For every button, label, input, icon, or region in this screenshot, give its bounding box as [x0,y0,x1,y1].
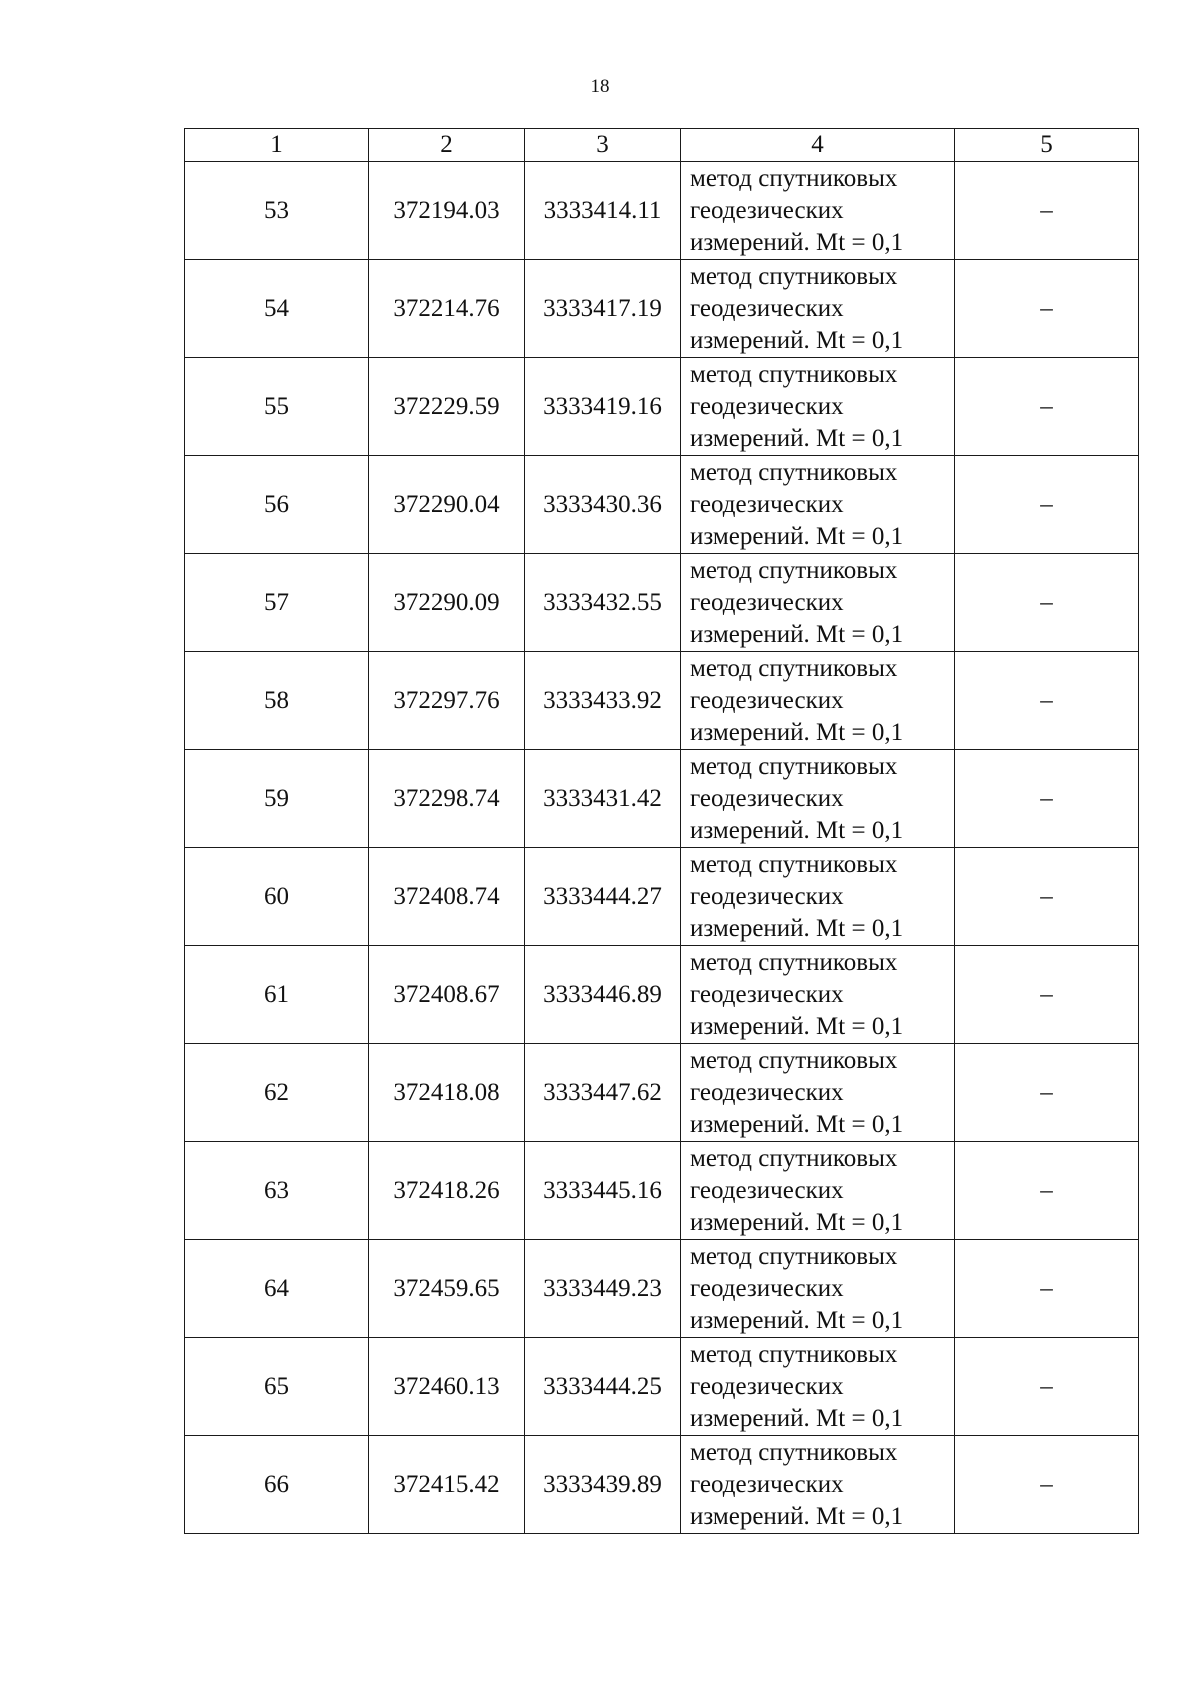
coord-y: 3333445.16 [525,1142,681,1240]
method-line: метод спутниковых [690,1242,898,1270]
point-number: 65 [185,1338,369,1436]
coord-x: 372459.65 [369,1240,525,1338]
method-line: геодезических [690,196,844,224]
method-cell [681,1044,955,1142]
method-line: геодезических [690,392,844,420]
coord-x: 372408.74 [369,848,525,946]
point-number: 56 [185,456,369,554]
method-line: геодезических [690,588,844,616]
header-col-1: 1 [185,129,369,162]
table-row [185,358,1139,456]
coord-x: 372418.08 [369,1044,525,1142]
method-line: геодезических [690,686,844,714]
method-cell [681,456,955,554]
coord-y: 3333447.62 [525,1044,681,1142]
note-cell: – [955,162,1139,260]
method-line: геодезических [690,294,844,322]
coord-y: 3333430.36 [525,456,681,554]
header-col-4: 4 [681,129,955,162]
page-number: 18 [590,76,610,97]
point-number: 55 [185,358,369,456]
method-line: измерений. Mt = 0,1 [690,326,904,354]
table-row [185,1142,1139,1240]
coord-y: 3333431.42 [525,750,681,848]
note-cell: – [955,1044,1139,1142]
method-line: метод спутниковых [690,1046,898,1074]
method-line: измерений. Mt = 0,1 [690,1012,904,1040]
table-row [185,456,1139,554]
point-number: 66 [185,1436,369,1534]
method-line: метод спутниковых [690,850,898,878]
method-line: измерений. Mt = 0,1 [690,228,904,256]
method-line: метод спутниковых [690,262,898,290]
note-cell: – [955,260,1139,358]
note-cell: – [955,554,1139,652]
method-line: метод спутниковых [690,752,898,780]
method-line: метод спутниковых [690,360,898,388]
method-line: метод спутниковых [690,1438,898,1466]
coord-y: 3333417.19 [525,260,681,358]
coord-y: 3333414.11 [525,162,681,260]
method-cell [681,1338,955,1436]
table-body [185,162,1139,1534]
method-line: метод спутниковых [690,948,898,976]
point-number: 61 [185,946,369,1044]
coord-x: 372214.76 [369,260,525,358]
method-line: измерений. Mt = 0,1 [690,816,904,844]
method-line: измерений. Mt = 0,1 [690,718,904,746]
method-line: измерений. Mt = 0,1 [690,1404,904,1432]
coord-y: 3333433.92 [525,652,681,750]
note-cell: – [955,1142,1139,1240]
coord-y: 3333432.55 [525,554,681,652]
method-line: измерений. Mt = 0,1 [690,522,904,550]
table-row [185,1338,1139,1436]
method-line: геодезических [690,1470,844,1498]
method-line: измерений. Mt = 0,1 [690,620,904,648]
coord-x: 372290.04 [369,456,525,554]
note-cell: – [955,946,1139,1044]
point-number: 59 [185,750,369,848]
method-cell [681,358,955,456]
method-cell [681,652,955,750]
table-row [185,750,1139,848]
table-row [185,554,1139,652]
coord-x: 372408.67 [369,946,525,1044]
method-line: метод спутниковых [690,1340,898,1368]
method-line: метод спутниковых [690,458,898,486]
table-row [185,848,1139,946]
table-row [185,1044,1139,1142]
method-line: измерений. Mt = 0,1 [690,1502,904,1530]
point-number: 62 [185,1044,369,1142]
header-row [185,129,1139,162]
method-cell [681,1240,955,1338]
coord-x: 372418.26 [369,1142,525,1240]
method-line: геодезических [690,980,844,1008]
table-row [185,162,1139,260]
coord-y: 3333449.23 [525,1240,681,1338]
method-cell [681,750,955,848]
table-row [185,260,1139,358]
method-line: геодезических [690,1274,844,1302]
method-line: метод спутниковых [690,654,898,682]
method-line: измерений. Mt = 0,1 [690,914,904,942]
method-line: измерений. Mt = 0,1 [690,1208,904,1236]
point-number: 57 [185,554,369,652]
method-line: геодезических [690,490,844,518]
method-line: геодезических [690,1078,844,1106]
coord-x: 372298.74 [369,750,525,848]
coord-x: 372229.59 [369,358,525,456]
point-number: 54 [185,260,369,358]
header-col-5: 5 [955,129,1139,162]
coord-x: 372297.76 [369,652,525,750]
method-line: геодезических [690,882,844,910]
coord-x: 372415.42 [369,1436,525,1534]
method-line: измерений. Mt = 0,1 [690,1306,904,1334]
method-line: метод спутниковых [690,556,898,584]
coord-y: 3333444.27 [525,848,681,946]
method-line: метод спутниковых [690,164,898,192]
method-line: геодезических [690,784,844,812]
method-line: геодезических [690,1176,844,1204]
note-cell: – [955,358,1139,456]
coord-x: 372460.13 [369,1338,525,1436]
point-number: 63 [185,1142,369,1240]
method-cell [681,946,955,1044]
header-col-2: 2 [369,129,525,162]
method-line: метод спутниковых [690,1144,898,1172]
coord-y: 3333439.89 [525,1436,681,1534]
table-row [185,946,1139,1044]
method-cell [681,554,955,652]
coord-y: 3333446.89 [525,946,681,1044]
method-line: измерений. Mt = 0,1 [690,1110,904,1138]
coordinates-table [184,128,1139,1534]
point-number: 58 [185,652,369,750]
table-row [185,1436,1139,1534]
method-cell [681,1142,955,1240]
table-row [185,1240,1139,1338]
method-cell [681,260,955,358]
note-cell: – [955,456,1139,554]
method-cell [681,848,955,946]
note-cell: – [955,750,1139,848]
point-number: 64 [185,1240,369,1338]
note-cell: – [955,1240,1139,1338]
table-row [185,652,1139,750]
method-cell [681,162,955,260]
point-number: 53 [185,162,369,260]
note-cell: – [955,1436,1139,1534]
note-cell: – [955,1338,1139,1436]
coord-x: 372194.03 [369,162,525,260]
coord-y: 3333419.16 [525,358,681,456]
header-col-3: 3 [525,129,681,162]
point-number: 60 [185,848,369,946]
method-cell [681,1436,955,1534]
method-line: измерений. Mt = 0,1 [690,424,904,452]
coord-x: 372290.09 [369,554,525,652]
note-cell: – [955,652,1139,750]
coord-y: 3333444.25 [525,1338,681,1436]
note-cell: – [955,848,1139,946]
method-line: геодезических [690,1372,844,1400]
